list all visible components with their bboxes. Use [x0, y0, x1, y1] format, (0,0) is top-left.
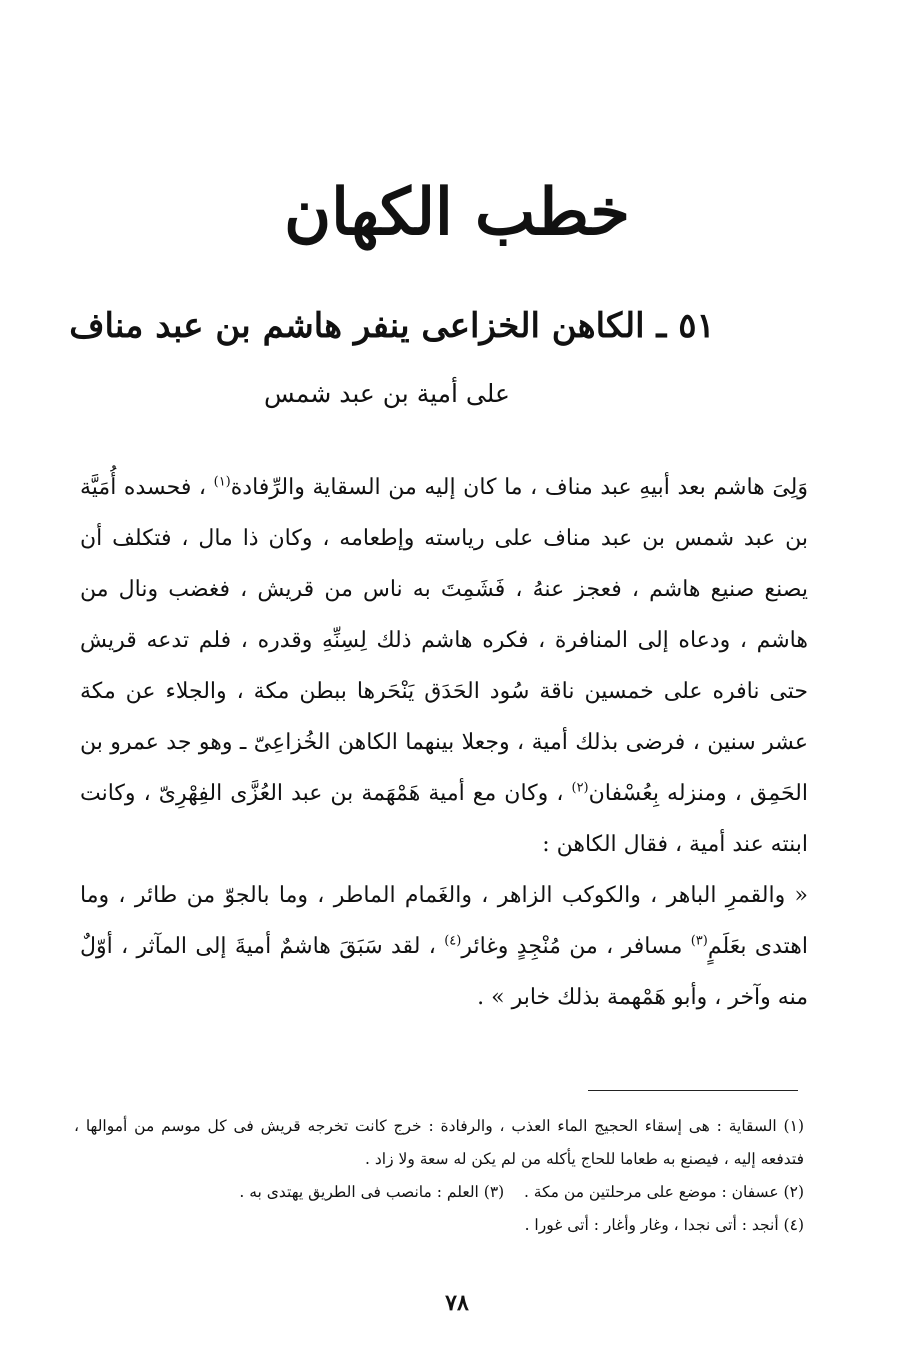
footnote-2-3: [74, 1176, 804, 1209]
footnote-marker-1: (١): [213, 474, 231, 490]
footnotes: [74, 1110, 804, 1242]
page-number: ٧٨: [445, 1290, 469, 1316]
kahin-quote-paragraph: [80, 870, 808, 1023]
section-title: ٥١ ـ الكاهن الخزاعى ينفر هاشم بن عبد مناف: [69, 306, 715, 346]
quote-text-b: مسافر ، من مُنْجِدٍ وغائر: [461, 934, 691, 959]
footnote-3: (٣) العلم : مانصب فى الطريق يهتدى به .: [239, 1183, 505, 1201]
quote-text-a: « والقمرِ الباهر ، والكوكب الزاهر ، والغَمام الماطر ، وما بالجوّ من طائر ، وما اهتدى بعَلَمٍ: [80, 883, 808, 959]
footnote-2: (٢) عسفان : موضع على مرحلتين من مكة .: [523, 1183, 804, 1201]
section-subtitle: على أمية بن عبد شمس: [264, 379, 510, 408]
quote-text-c: ، لقد سَبَقَ هاشمٌ أميةَ إلى المآثر ، أوّلٌ منه وآخر ، وأبو هَمْهمة بذلك خابر » .: [80, 934, 808, 1010]
narrative-text-b: ، فحسده أُمَيَّة بن عبد شمس بن عبد مناف على رياسته وإطعامه ، وكان ذا مال ، فتكلف أن يصنع صنيع هاشم ، فعجز عنهُ ، فَشَمِتَ به ناس من قريش ، فغضب ونال من هاشم ، ودعاه إلى المنافرة ، فكره هاشم ذلك لِسِنِّهِ وقدره ، فلم تدعه قريش حتى نافره على خمسين ناقة سُود الحَدَق يَنْحَرها ببطن مكة ، والجلاء عن مكة عشر سنين ، فرضى بذلك أمية ، وجعلا بينهما الكاهن الخُزاعِىّ ـ وهو جد عمرو بن الحَمِق ، ومنزله بِعُسْفان: [80, 475, 809, 806]
chapter-title: خطب الكهان: [284, 175, 630, 250]
narrative-text-a: وَلِىَ هاشم بعد أبيهِ عبد مناف ، ما كان إليه من السقاية والرِّفادة: [230, 475, 808, 500]
footnote-4: (٤) أنجد : أتى نجدا ، وغار وأغار : أتى غورا .: [524, 1216, 804, 1234]
narrative-text-c: ، وكان مع أمية هَمْهَمة بن عبد العُزَّى الفِهْرِىّ ، وكانت ابنته عند أمية ، فقال الكاهن :: [80, 781, 808, 857]
footnote-marker-2: (٢): [571, 780, 589, 796]
footnote-marker-4: (٤): [444, 933, 462, 949]
body-text: [80, 462, 808, 1023]
footnote-marker-3: (٣): [690, 933, 708, 949]
footnote-1: (١) السقاية : هى إسقاء الحجيج الماء العذب ، والرفادة : خرج كانت تخرجه قريش فى كل موسم من أموالها ، فتدفعه إليه ، فيصنع به طعاما للحاج يأكله من لم يكن له سعة ولا زاد .: [74, 1117, 804, 1168]
footnote-divider: [588, 1090, 798, 1091]
narrative-paragraph: [80, 462, 808, 870]
